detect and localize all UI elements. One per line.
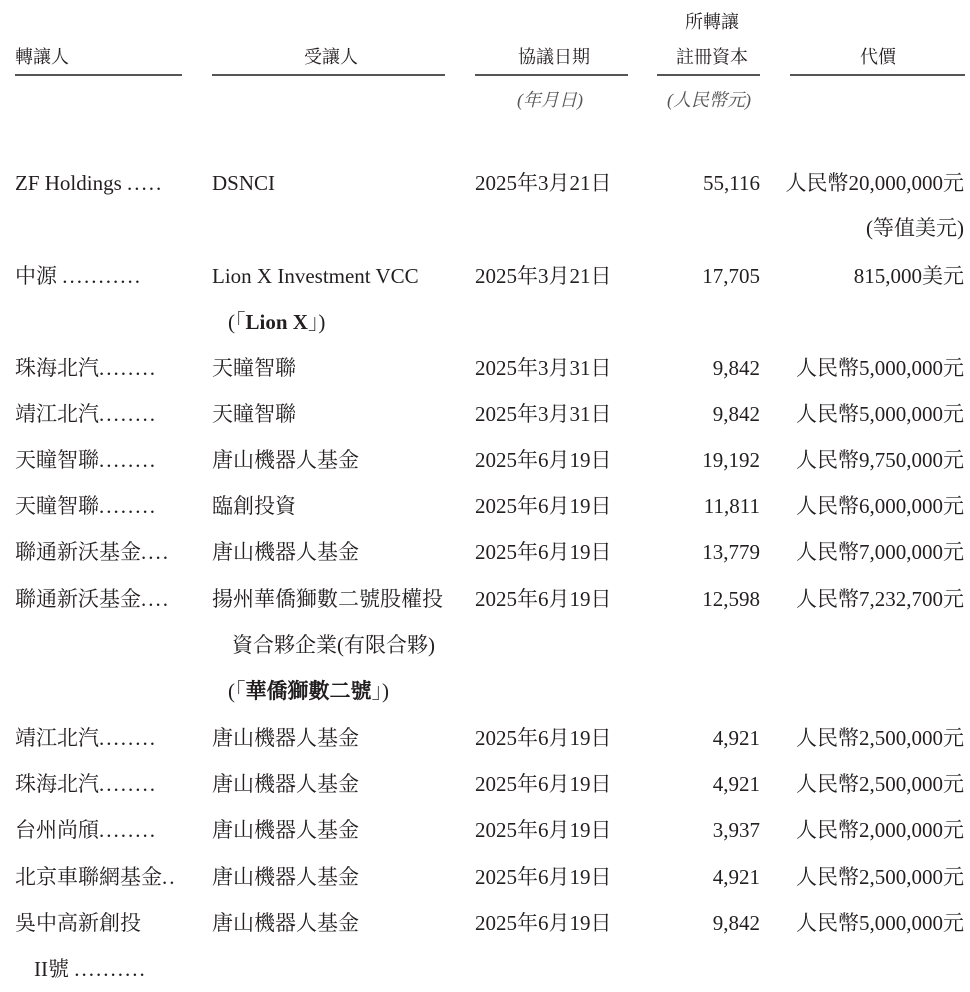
- date-cell: 2025年6月19日: [475, 726, 612, 750]
- transferee-cell: 天瞳智聯: [212, 402, 296, 426]
- transferor-cell: 珠海北汽........: [15, 356, 157, 380]
- date-cell: 2025年6月19日: [475, 911, 612, 935]
- transferee-cell: 唐山機器人基金: [212, 448, 359, 472]
- date-cell: 2025年6月19日: [475, 818, 612, 842]
- consideration-cell: 人民幣2,500,000元: [796, 865, 964, 889]
- capital-cell: 9,842: [712, 911, 760, 935]
- header-underline-transferor: [15, 74, 182, 76]
- table-row: [0, 345, 970, 391]
- header-consideration: 代價: [860, 47, 896, 67]
- table-row: [0, 854, 970, 900]
- header-transferee: 受讓人: [304, 47, 358, 67]
- capital-cell: 13,779: [702, 540, 760, 564]
- unit-registered-capital: (人民幣元): [667, 90, 751, 110]
- transferor-cell: 靖江北汽........: [15, 726, 157, 750]
- transferor-line2: II號 ..........: [34, 957, 147, 981]
- table-row: [0, 529, 970, 575]
- transferee-alias: (「華僑獅數二號」): [228, 679, 389, 703]
- consideration-cell: 人民幣20,000,000元: [785, 171, 964, 195]
- consideration-cell: 人民幣2,500,000元: [796, 726, 964, 750]
- transferor-cell: 聯通新沃基金....: [15, 587, 170, 611]
- date-cell: 2025年6月19日: [475, 865, 612, 889]
- transferee-cell: 唐山機器人基金: [212, 726, 359, 750]
- table-row: [0, 253, 970, 299]
- capital-cell: 55,116: [703, 171, 760, 195]
- date-cell: 2025年6月19日: [475, 540, 612, 564]
- date-cell: 2025年6月19日: [475, 448, 612, 472]
- table-row: [0, 900, 970, 946]
- table-row: [0, 807, 970, 853]
- transferor-cell: 天瞳智聯........: [15, 494, 157, 518]
- consideration-cell: 人民幣6,000,000元: [796, 494, 964, 518]
- consideration-cell: 人民幣9,750,000元: [796, 448, 964, 472]
- capital-cell: 19,192: [702, 448, 760, 472]
- transferor-cell: ZF Holdings .....: [15, 171, 164, 195]
- transferor-cell: 中源 ...........: [15, 264, 142, 288]
- transferee-cell: Lion X Investment VCC: [212, 264, 419, 288]
- transferor-cell: 靖江北汽........: [15, 402, 157, 426]
- transferor-cell: 北京車聯網基金..: [15, 865, 177, 889]
- consideration-cell: 人民幣5,000,000元: [796, 402, 964, 426]
- consideration-cell: 人民幣2,500,000元: [796, 772, 964, 796]
- capital-cell: 12,598: [702, 587, 760, 611]
- transferor-cell: 天瞳智聯........: [15, 448, 157, 472]
- transferee-alias: (「Lion X」): [228, 310, 326, 334]
- table-row: [0, 715, 970, 761]
- consideration-cell: 人民幣7,232,700元: [796, 587, 964, 611]
- transferee-cell: DSNCI: [212, 171, 276, 195]
- transferor-cell: 台州尚頎........: [15, 818, 157, 842]
- capital-cell: 4,921: [712, 865, 760, 889]
- table-row: [0, 761, 970, 807]
- date-cell: 2025年6月19日: [475, 587, 612, 611]
- header-registered-capital-line2: 註冊資本: [676, 47, 748, 67]
- capital-cell: 9,842: [712, 402, 760, 426]
- transferee-cell: 唐山機器人基金: [212, 865, 359, 889]
- header-agreement-date: 協議日期: [518, 47, 590, 67]
- consideration-cell: 人民幣7,000,000元: [796, 540, 964, 564]
- capital-cell: 4,921: [712, 772, 760, 796]
- transferee-cell: 唐山機器人基金: [212, 818, 359, 842]
- header-underline-agreement-date: [475, 74, 628, 76]
- transferee-cell: 臨創投資: [212, 494, 296, 518]
- table-row: [0, 160, 970, 206]
- header-underline-registered-capital: [657, 74, 760, 76]
- date-cell: 2025年6月19日: [475, 772, 612, 796]
- date-cell: 2025年3月21日: [475, 171, 612, 195]
- table-row: [0, 576, 970, 622]
- capital-cell: 4,921: [712, 726, 760, 750]
- consideration-cell: 人民幣5,000,000元: [796, 911, 964, 935]
- date-cell: 2025年3月31日: [475, 356, 612, 380]
- capital-cell: 9,842: [712, 356, 760, 380]
- date-cell: 2025年3月21日: [475, 264, 612, 288]
- table-row: [0, 391, 970, 437]
- unit-agreement-date: (年月日): [517, 90, 583, 110]
- header-underline-consideration: [790, 74, 965, 76]
- date-cell: 2025年6月19日: [475, 494, 612, 518]
- consideration-note: (等值美元): [866, 216, 964, 240]
- header-registered-capital-line1: 所轉讓: [685, 12, 739, 32]
- transferee-cell: 唐山機器人基金: [212, 772, 359, 796]
- table-row: [0, 437, 970, 483]
- header-underline-transferee: [212, 74, 445, 76]
- capital-cell: 17,705: [702, 264, 760, 288]
- transferee-cell: 唐山機器人基金: [212, 540, 359, 564]
- consideration-cell: 815,000美元: [853, 264, 964, 288]
- transferee-cell: 唐山機器人基金: [212, 911, 359, 935]
- transferor-cell: 聯通新沃基金....: [15, 540, 170, 564]
- header-transferor: 轉讓人: [15, 47, 69, 67]
- transferee-cell: 揚州華僑獅數二號股權投: [212, 587, 443, 611]
- consideration-cell: 人民幣2,000,000元: [796, 818, 964, 842]
- transferee-line2: 資合夥企業(有限合夥): [232, 633, 435, 657]
- capital-cell: 3,937: [712, 818, 760, 842]
- date-cell: 2025年3月31日: [475, 402, 612, 426]
- transferor-cell: 吳中高新創投: [15, 911, 141, 935]
- transferee-cell: 天瞳智聯: [212, 356, 296, 380]
- table-row: [0, 483, 970, 529]
- capital-cell: 11,811: [703, 494, 760, 518]
- transferor-cell: 珠海北汽........: [15, 772, 157, 796]
- consideration-cell: 人民幣5,000,000元: [796, 356, 964, 380]
